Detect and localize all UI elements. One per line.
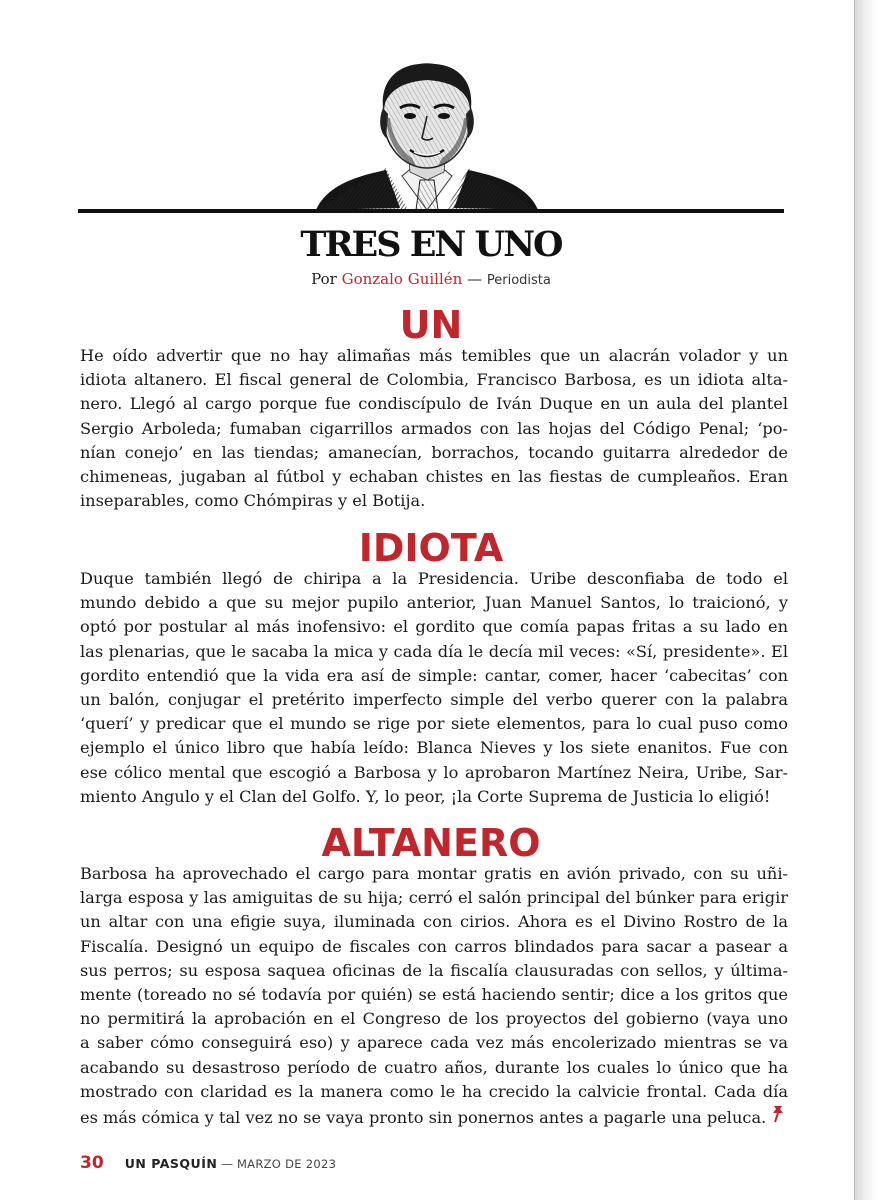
columnist-portrait	[316, 58, 538, 210]
text-line: Barbosa ha aprovechado el cargo para montar gratis en avión privado, con su uñi-	[80, 864, 788, 883]
page-edge	[854, 0, 877, 1200]
article-title: TRES EN UNO	[300, 224, 562, 265]
page-number: 30	[80, 1153, 104, 1173]
publication-name: UN PASQUÍN	[124, 1156, 218, 1171]
byline-dash: —	[462, 270, 487, 288]
page-footer	[80, 1153, 336, 1177]
text-line: Sergio Arboleda; fumaban cigarrillos armados con las hojas del Código Penal; ‘po-	[80, 418, 788, 438]
text-line: mente (toreado no sé todavía por quién) se está haciendo sentir; dice a los gritos que	[80, 985, 788, 1005]
text-line: a saber cómo conseguirá eso) y aparece cada vez más encolerizado mientras se va	[80, 1033, 788, 1053]
text-line: no permitirá la aprobación en el Congreso de los proyectos del gobierno (vaya uno	[80, 1009, 788, 1029]
section-heading-un: UN	[399, 303, 463, 347]
text-line: miento Angulo y el Clan del Golfo. Y, lo peor, ¡la Corte Suprema de Justicia lo eligió!	[80, 786, 771, 806]
header-rule	[78, 209, 784, 213]
text-line: mundo debido a que su mejor pupilo anterior, Juan Manuel Santos, lo traicionó, y	[80, 593, 788, 613]
text-line: acabando su desastroso período de cuatro años, durante los cuales lo único que ha	[80, 1057, 788, 1077]
text-line: las plenarias, que le sacaba la mica y cada día le decía mil veces: «Sí, presidente». El	[80, 641, 788, 661]
text-line-final	[80, 1104, 788, 1130]
author-role: Periodista	[486, 273, 551, 288]
text-line: optó por postular al más inofensivo: el gordito que comía papas fritas a su lado en	[80, 617, 788, 637]
section-heading-idiota: IDIOTA	[358, 526, 504, 570]
author-name: Gonzalo Guillén	[341, 270, 463, 288]
section-heading-altanero: ALTANERO	[321, 821, 541, 865]
text-line: sus perros; su esposa saquea oficinas de la fiscalía clausuradas con sellos, y últimа-	[80, 960, 788, 980]
section-body-altanero	[80, 862, 788, 1130]
text-line: mostrado con claridad es la manera como le ha crecido la calvicie frontal. Cada día	[80, 1081, 788, 1101]
byline-prefix: Por	[311, 270, 337, 288]
text-line: inseparables, como Chómpiras y el Botija.	[80, 491, 426, 511]
footer-separator: —	[217, 1157, 237, 1171]
pushpin-icon	[771, 1104, 785, 1128]
text-line: nían conejo’ en las tiendas; amanecían, borrachos, tocando guitarra alrededor de	[80, 442, 788, 462]
text-line: gordito entendió que la vida era así de simple: cantar, comer, hacer ‘cabecitas’ con	[80, 665, 788, 685]
text-line: Duque también llegó de chiripa a la Presidencia. Uribe desconfiaba de todo el	[80, 569, 788, 588]
issue-date: MARZO DE 2023	[236, 1157, 337, 1171]
text-line: chimeneas, jugaban al fútbol y echaban chistes en las fiestas de cumpleaños. Eran	[80, 467, 788, 487]
text-line: ‘querí’ y predicar que el mundo se rige por siete elementos, para lo cual puso como	[80, 714, 788, 734]
text-line: nero. Llegó al cargo porque fue condiscípulo de Iván Duque en un aula del plantel	[80, 394, 788, 414]
text-line: es más cómica y tal vez no se vaya pronto sin ponernos antes a pagarle una peluca.	[80, 1108, 767, 1128]
text-line: ese cólico mental que escogió a Barbosa y lo aprobaron Martínez Neira, Uribe, Sar-	[80, 762, 788, 782]
byline	[0, 270, 862, 288]
text-line: larga esposa y las amiguitas de su hija; cerró el salón principal del búnker para erigir	[80, 888, 788, 908]
text-line: ejemplo el único libro que había leído: Blanca Nieves y los siete enanitos. Fue con	[80, 738, 788, 758]
section-body-idiota	[80, 567, 788, 809]
text-line: un altar con una efigie suya, iluminada con cirios. Ahora es el Divino Rostro de la	[80, 912, 788, 932]
text-line: Fiscalía. Designó un equipo de fiscales con carros blindados para sacar a pasear a	[80, 936, 788, 956]
text-line: un balón, conjugar el pretérito imperfecto simple del verbo querer con la palabra	[80, 690, 788, 710]
section-body-un	[80, 344, 788, 513]
text-line: He oído advertir que no hay alimañas más temibles que un alacrán volador y un	[80, 346, 788, 365]
text-line: idiota altanero. El fiscal general de Colombia, Francisco Barbosa, es un idiota alta-	[80, 370, 788, 390]
